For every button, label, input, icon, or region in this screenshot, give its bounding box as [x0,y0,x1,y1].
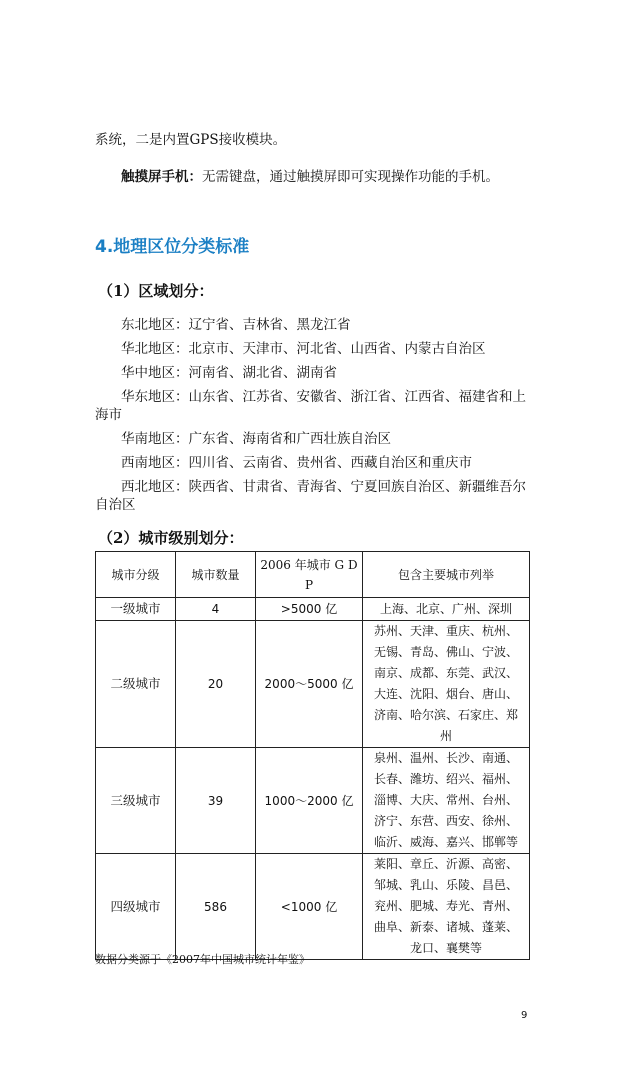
region-central: 华中地区：河南省、湖北省、湖南省 [121,365,337,381]
city-line: 兖州、肥城、寿光、青州、 [373,899,518,913]
city-tier-table [95,551,530,960]
count-cell: 586 [176,854,256,960]
city-line: 无锡、青岛、佛山、宁波、 [373,645,518,659]
region-east: 华东地区：山东省、江苏省、安徽省、浙江省、江西省、福建省和上海市 [95,389,526,423]
city-line: 州 [439,729,452,743]
city-line: 济宁、东营、西安、徐州、 [373,814,518,828]
region-north: 华北地区：北京市、天津市、河北省、山西省、内蒙古自治区 [121,341,486,357]
cities-cell [363,598,530,621]
city-line: 临沂、威海、嘉兴、邯郸等 [373,835,518,849]
count-cell: 4 [176,598,256,621]
city-line: 苏州、天津、重庆、杭州、 [373,624,518,638]
gdp-cell: 1000～2000 亿 [256,748,363,854]
city-line: 济南、哈尔滨、石家庄、郑 [373,708,518,722]
region-list [95,316,529,514]
region-southwest: 西南地区：四川省、云南省、贵州省、西藏自治区和重庆市 [121,455,472,471]
city-line: 上海、北京、广州、深圳 [379,601,512,616]
table-row [96,748,530,854]
gdp-cell: >5000 亿 [256,598,363,621]
data-source-footnote: 数据分类源于《2007年中国城市统计年鉴》 [95,953,310,966]
city-line: 曲阜、新泰、诸城、蓬莱、 [373,920,518,934]
touch-phone-definition [121,168,499,186]
table-row [96,598,530,621]
table-row [96,854,530,960]
header-cities: 包含主要城市列举 [363,552,530,598]
touch-phone-text: 无需键盘，通过触摸屏即可实现操作功能的手机。 [202,169,499,185]
section-heading: 4.地理区位分类标准 [95,237,250,257]
city-line: 长春、潍坊、绍兴、福州、 [373,772,518,786]
region-northwest: 西北地区：陕西省、甘肃省、青海省、宁夏回族自治区、新疆维吾尔自治区 [95,479,526,513]
count-cell: 20 [176,621,256,748]
header-count: 城市数量 [176,552,256,598]
region-northeast: 东北地区：辽宁省、吉林省、黑龙江省 [121,317,351,333]
header-tier: 城市分级 [96,552,176,598]
table-header-row [96,552,530,598]
cities-cell [363,748,530,854]
tier-cell: 三级城市 [96,748,176,854]
tier-cell: 二级城市 [96,621,176,748]
city-line: 龙口、襄樊等 [409,941,482,955]
cities-cell [363,621,530,748]
city-line: 南京、成都、东莞、武汉、 [373,666,518,680]
page-number: 9 [521,1010,528,1021]
gdp-cell: <1000 亿 [256,854,363,960]
city-line: 淄博、大庆、常州、台州、 [373,793,518,807]
touch-phone-term: 触摸屏手机： [121,169,202,185]
cities-cell [363,854,530,960]
city-line: 大连、沈阳、烟台、唐山、 [373,687,518,701]
region-south: 华南地区：广东省、海南省和广西壮族自治区 [121,431,391,447]
header-gdp: 2006 年城市 G D P [256,552,363,598]
continuation-paragraph: 系统，二是内置GPS接收模块。 [95,132,287,148]
count-cell: 39 [176,748,256,854]
tier-cell: 四级城市 [96,854,176,960]
gdp-cell: 2000～5000 亿 [256,621,363,748]
city-line: 莱阳、章丘、沂源、高密、 [373,857,518,871]
city-tier-heading: （2）城市级别划分： [98,529,244,547]
region-division-heading: （1）区域划分： [98,282,214,300]
tier-cell: 一级城市 [96,598,176,621]
city-line: 泉州、温州、长沙、南通、 [373,751,518,765]
table-row [96,621,530,748]
city-line: 邹城、乳山、乐陵、昌邑、 [373,878,518,892]
